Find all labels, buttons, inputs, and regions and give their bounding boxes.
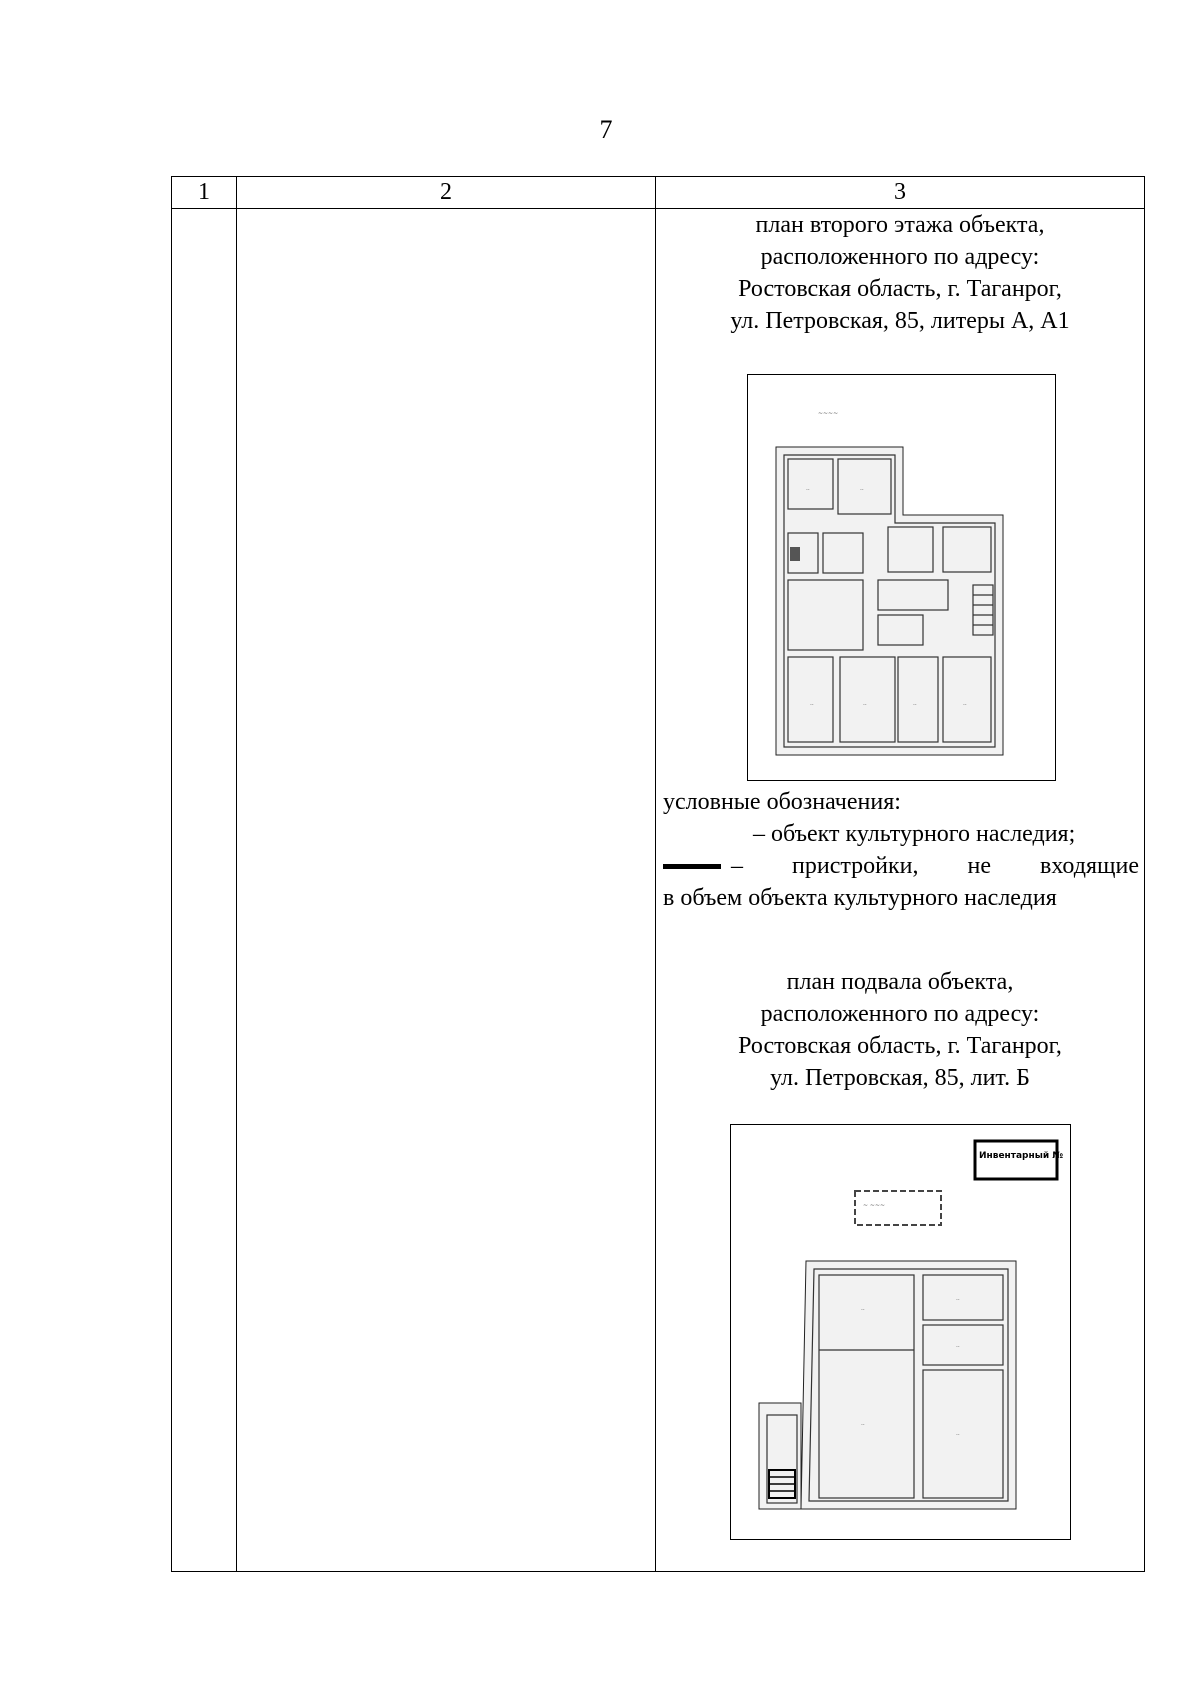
header-col-3: 3: [656, 177, 1145, 209]
page-number: 7: [599, 115, 613, 144]
caption-line: расположенного по адресу:: [760, 244, 1040, 270]
svg-text:..: ..: [861, 1305, 865, 1312]
basement-plan-drawing: [731, 1125, 1070, 1539]
legend-word: пристройки,: [792, 853, 919, 879]
caption-line: ул. Петровская, 85, лит. Б: [770, 1065, 1030, 1091]
svg-text:..: ..: [956, 1295, 960, 1302]
caption-line: план подвала объекта,: [786, 969, 1014, 995]
legend-item-extensions: [663, 850, 1139, 882]
legend-dash: –: [731, 853, 743, 879]
header-col-2: 2: [237, 177, 656, 209]
caption-line: расположенного по адресу:: [760, 1001, 1040, 1027]
document-table: [171, 176, 1145, 1572]
legend-word: входящие: [1040, 853, 1139, 879]
row-col-2: [237, 209, 656, 1572]
legend: [663, 786, 1139, 914]
caption-line: Ростовская область, г. Таганрог,: [738, 276, 1062, 302]
svg-text:..: ..: [956, 1430, 960, 1437]
floor-plan-drawing: [748, 375, 1055, 780]
stamp-text: Инвентарный №: [979, 1151, 1064, 1161]
svg-text:..: ..: [863, 700, 867, 707]
legend-word: не: [967, 853, 991, 879]
header-col-1: 1: [172, 177, 237, 209]
svg-text:..: ..: [963, 700, 967, 707]
caption-line: ул. Петровская, 85, литеры А, А1: [730, 308, 1070, 334]
table-header-row: [172, 177, 1145, 209]
svg-text:~ ~~~: ~ ~~~: [863, 1202, 886, 1209]
basement-caption: [656, 966, 1144, 1094]
svg-text:~~~~: ~~~~: [818, 410, 839, 417]
second-floor-plan-image: [747, 374, 1056, 781]
thick-line-legend-icon: [663, 864, 721, 869]
legend-title: условные обозначения:: [663, 789, 901, 815]
second-floor-caption: [656, 209, 1144, 337]
row-col-3: [656, 209, 1145, 1572]
svg-text:..: ..: [861, 1420, 865, 1427]
table-row: [172, 209, 1145, 1572]
caption-line: план второго этажа объекта,: [755, 212, 1045, 238]
basement-plan-image: [730, 1124, 1071, 1540]
legend-item-heritage: – объект культурного наследия;: [753, 821, 1076, 847]
row-col-1: [172, 209, 237, 1572]
svg-text:..: ..: [810, 700, 814, 707]
svg-text:..: ..: [806, 485, 810, 492]
legend-item-extensions-line2: в объем объекта культурного наследия: [663, 885, 1057, 911]
svg-text:..: ..: [860, 485, 864, 492]
caption-line: Ростовская область, г. Таганрог,: [738, 1033, 1062, 1059]
svg-text:..: ..: [913, 700, 917, 707]
svg-text:..: ..: [956, 1342, 960, 1349]
